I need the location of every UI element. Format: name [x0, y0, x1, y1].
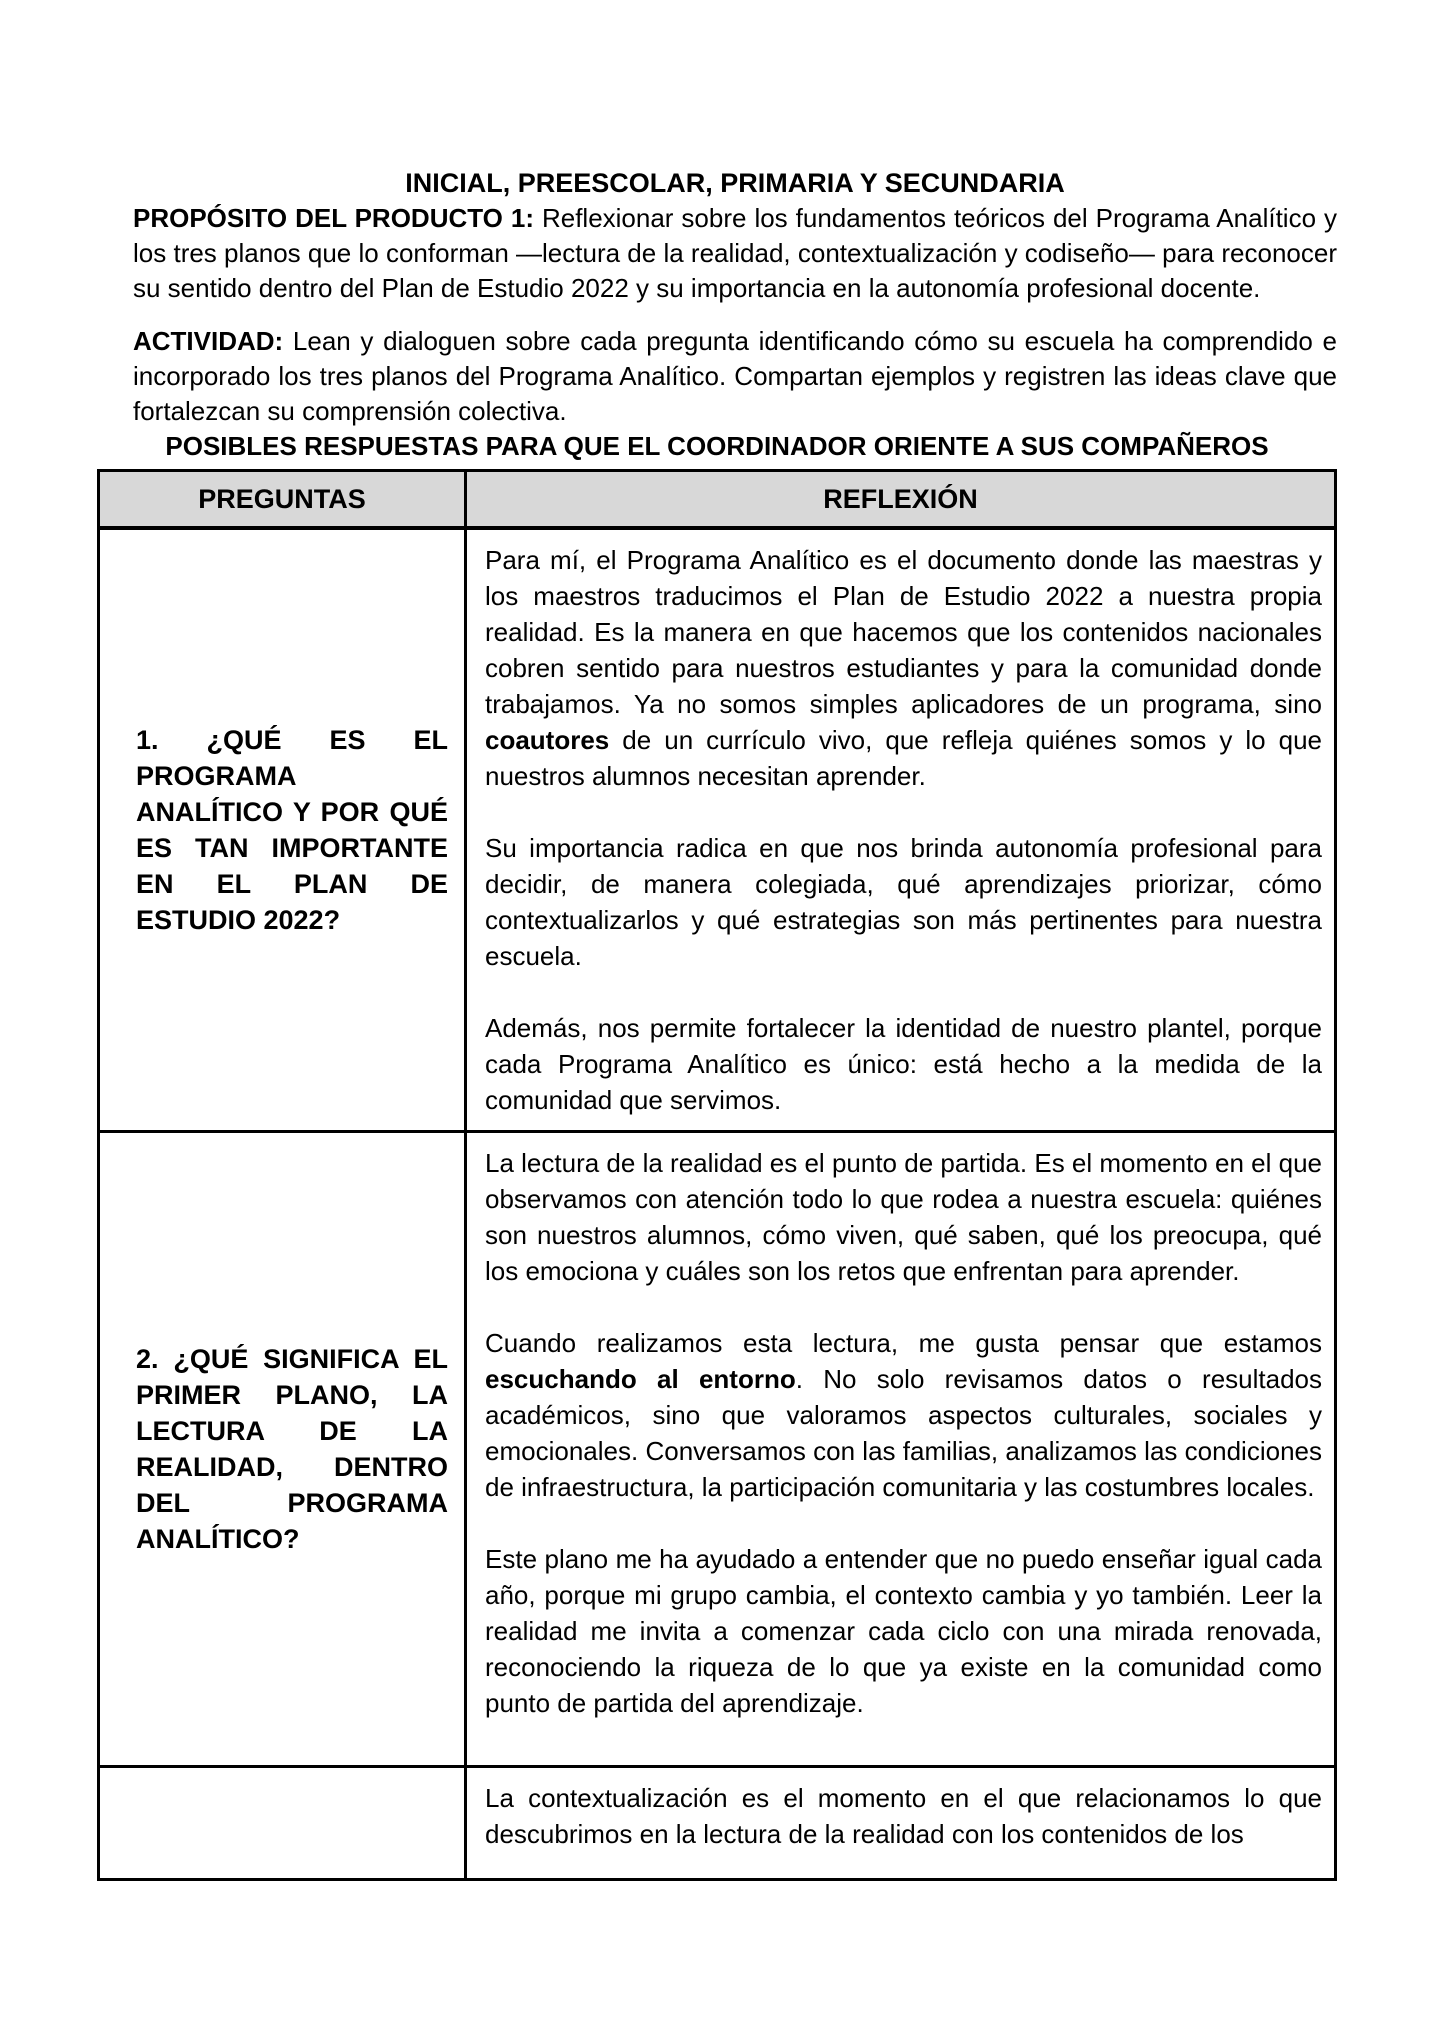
table-header	[99, 471, 1336, 529]
table-row	[99, 528, 1336, 1132]
reflection-paragraph	[485, 1010, 1322, 1118]
document-title: INICIAL, PREESCOLAR, PRIMARIA Y SECUNDARIA	[405, 168, 1065, 198]
question-cell	[99, 1767, 466, 1880]
reflection-text: La lectura de la realidad es el punto de partida. Es el momento en el que observamos con atención todo lo que rodea a nuestra escuela: quiénes son nuestros alumnos, cómo viven, qué saben, qué los preocupa, qué los emociona y cuáles son los retos que enfrentan para aprender.	[485, 1148, 1322, 1286]
table-title: POSIBLES RESPUESTAS PARA QUE EL COORDINADOR ORIENTE A SUS COMPAÑEROS	[165, 431, 1269, 461]
proposito-text: Reflexionar sobre los fundamentos teóricos del Programa Analítico y los tres planos que lo conforman —lectura de la realidad, contextualización y codiseño— para reconocer su sentido dentro del Plan de Estudio 2022 y su importancia en la autonomía profesional docente.	[133, 203, 1337, 303]
question-cell: 2. ¿QUÉ SIGNIFICA EL PRIMER PLANO, LA LECTURA DE LA REALIDAD, DENTRO DEL PROGRAMA ANALÍTICO?	[99, 1132, 466, 1767]
reflection-text: Cuando realizamos esta lectura, me gusta pensar que estamos	[485, 1328, 1322, 1358]
reflection-text: Además, nos permite fortalecer la identidad de nuestro plantel, porque cada Programa Analítico es único: está hecho a la medida de la comunidad que servimos.	[485, 1013, 1322, 1115]
proposito-label: PROPÓSITO DEL PRODUCTO 1:	[133, 203, 534, 233]
table-row	[99, 1132, 1336, 1767]
reflection-paragraph	[485, 1145, 1322, 1289]
header-row	[99, 471, 1336, 529]
intro-text-block	[133, 165, 1337, 429]
reflection-cell	[466, 528, 1336, 1132]
column-header-reflexion: REFLEXIÓN	[466, 471, 1336, 529]
actividad-paragraph	[133, 324, 1337, 429]
actividad-text: Lean y dialoguen sobre cada pregunta identificando cómo su escuela ha comprendido e incorporado los tres planos del Programa Analítico. Compartan ejemplos y registren las ideas clave que fortalezcan su comprensión colectiva.	[133, 326, 1337, 426]
reflection-text: Para mí, el Programa Analítico es el documento donde las maestras y los maestros traducimos el Plan de Estudio 2022 a nuestra propia realidad. Es la manera en que hacemos que los contenidos nacionales cobren sentido para nuestros estudiantes y para la comunidad donde trabajamos. Ya no somos simples aplicadores de un programa, sino	[485, 545, 1322, 719]
reflection-paragraph	[485, 1780, 1322, 1852]
respuestas-table	[97, 469, 1337, 1881]
reflection-text: Su importancia radica en que nos brinda autonomía profesional para decidir, de manera colegiada, qué aprendizajes priorizar, cómo contextualizarlos y qué estrategias son más pertinentes para nuestra escuela.	[485, 833, 1322, 971]
actividad-label: ACTIVIDAD:	[133, 326, 284, 356]
question-cell: 1. ¿QUÉ ES EL PROGRAMA ANALÍTICO Y POR QUÉ ES TAN IMPORTANTE EN EL PLAN DE ESTUDIO 2022?	[99, 528, 466, 1132]
reflection-text: . No solo revisamos datos o resultados académicos, sino que valoramos aspectos culturales, sociales y emocionales. Conversamos con las familias, analizamos las condiciones de infraestructura, la participación comunitaria y las costumbres locales.	[485, 1364, 1322, 1502]
reflection-cell	[466, 1132, 1336, 1767]
reflection-paragraph	[485, 1541, 1322, 1721]
reflection-paragraph	[485, 1325, 1322, 1505]
reflection-bold-text: coautores	[485, 725, 610, 755]
reflection-paragraph	[485, 542, 1322, 794]
column-header-preguntas: PREGUNTAS	[99, 471, 466, 529]
reflection-text: Este plano me ha ayudado a entender que no puedo enseñar igual cada año, porque mi grupo cambia, el contexto cambia y yo también. Leer la realidad me invita a comenzar cada ciclo con una mirada renovada, reconociendo la riqueza de lo que ya existe en la comunidad como punto de partida del aprendizaje.	[485, 1544, 1322, 1718]
proposito-paragraph	[133, 201, 1337, 306]
table-body	[99, 528, 1336, 1880]
reflection-cell	[466, 1767, 1336, 1880]
table-row	[99, 1767, 1336, 1880]
reflection-paragraph	[485, 830, 1322, 974]
reflection-bold-text: escuchando al entorno	[485, 1364, 796, 1394]
reflection-text: de un currículo vivo, que refleja quiénes somos y lo que nuestros alumnos necesitan aprender.	[485, 725, 1322, 791]
reflection-text: La contextualización es el momento en el que relacionamos lo que descubrimos en la lectura de la realidad con los contenidos de los	[485, 1783, 1322, 1849]
